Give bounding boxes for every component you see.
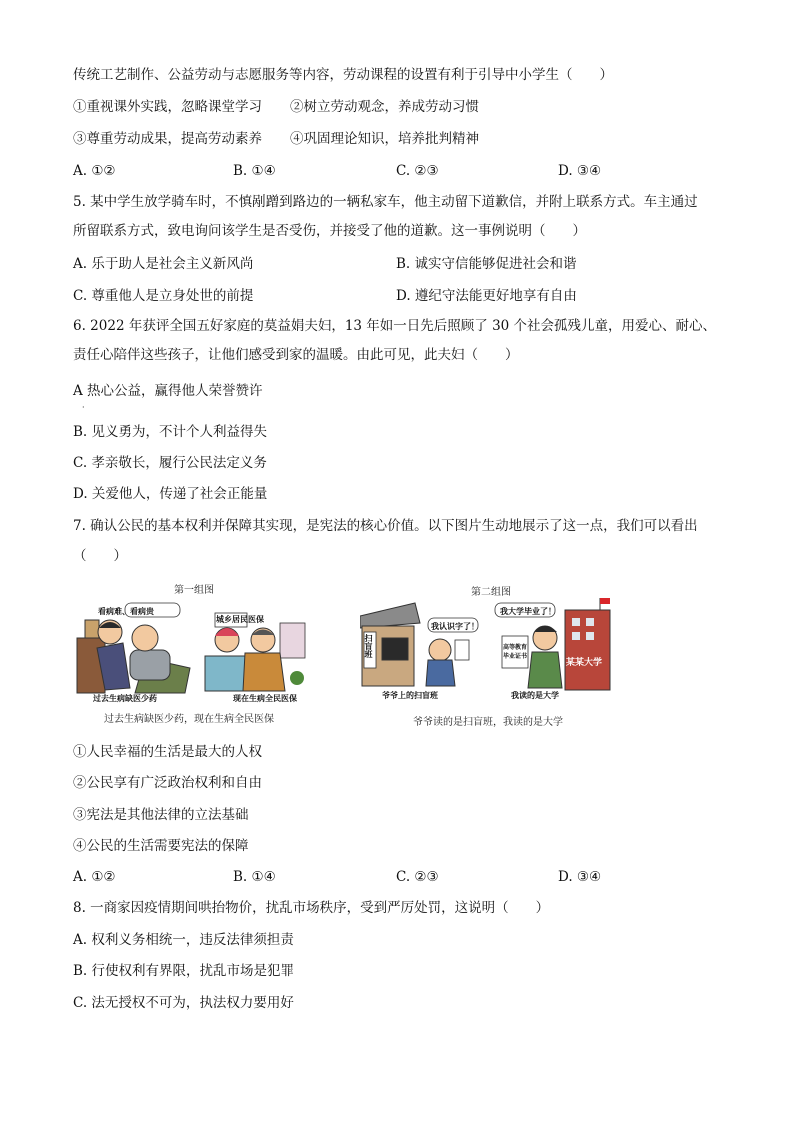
q4-option-c[interactable]: C. ②③: [396, 163, 439, 179]
q6-option-a[interactable]: A 热心公益，赢得他人荣誉赞许: [73, 383, 263, 399]
q4-stem: 传统工艺制作、公益劳动与志愿服务等内容，劳动课程的设置有利于引导中小学生（ ）: [73, 67, 613, 83]
group1-label2: 现在生病全民医保: [233, 693, 297, 703]
group2-label2: 我读的是大学: [511, 690, 559, 700]
q7-item-1: ①人民幸福的生活是最大的人权: [73, 744, 262, 760]
q8-stem: 8. 一商家因疫情期间哄抬物价，扰乱市场秩序，受到严厉处罚，这说明（ ）: [73, 900, 550, 916]
q4-item-3: ③尊重劳动成果，提高劳动素养: [73, 131, 262, 147]
q7-item-4: ④公民的生活需要宪法的保障: [73, 838, 249, 854]
group2-label1: 爷爷上的扫盲班: [382, 690, 438, 700]
q7-option-a[interactable]: A. ①②: [73, 869, 116, 885]
q4-option-d[interactable]: D. ③④: [558, 163, 602, 179]
q5-option-d[interactable]: D. 遵纪守法能更好地享有自由: [396, 288, 577, 304]
q5-option-b[interactable]: B. 诚实守信能够促进社会和谐: [396, 256, 577, 272]
q7-item-2: ②公民享有广泛政治权利和自由: [73, 775, 262, 791]
q7-stem-line2: （ ）: [73, 548, 127, 564]
group2-illustration: [360, 598, 615, 698]
q4-item-1: ①重视课外实践，忽略课堂学习: [73, 99, 262, 115]
q4-option-b[interactable]: B. ①④: [233, 163, 276, 179]
q8-option-a[interactable]: A. 权利义务相统一，违反法律须担责: [73, 932, 294, 948]
q4-option-a[interactable]: A. ①②: [73, 163, 116, 179]
q7-option-c[interactable]: C. ②③: [396, 869, 439, 885]
q6-option-d[interactable]: D. 关爱他人，传递了社会正能量: [73, 486, 268, 502]
q5-option-a[interactable]: A. 乐于助人是社会主义新风尚: [73, 256, 254, 272]
group1-bubble2: 城乡居民医保: [216, 614, 264, 624]
group2-caption: 爷爷读的是扫盲班，我读的是大学: [413, 717, 563, 728]
q5-stem-line2: 所留联系方式，致电询问该学生是否受伤，并接受了他的道歉。这一事例说明（ ）: [73, 223, 586, 239]
group2-sign: 扫盲班: [364, 634, 374, 658]
group1-caption: 过去生病缺医少药，现在生病全民医保: [104, 714, 274, 725]
group2-certificate: 高等教育毕业证书: [503, 644, 528, 660]
stray-dot: ·: [82, 403, 85, 412]
q8-option-c[interactable]: C. 法无授权不可为，执法权力要用好: [73, 995, 294, 1011]
q7-stem-line1: 7. 确认公民的基本权利并保障其实现，是宪法的核心价值。以下图片生动地展示了这一点，我们可以看出: [73, 518, 698, 534]
group1-bubble1: 看病难、看病贵: [98, 606, 154, 616]
q4-item-4: ④巩固理论知识，培养批判精神: [290, 131, 479, 147]
group1-label1: 过去生病缺医少药: [93, 693, 157, 703]
q7-option-b[interactable]: B. ①④: [233, 869, 276, 885]
q5-stem-line1: 5. 某中学生放学骑车时，不慎剐蹭到路边的一辆私家车，他主动留下道歉信，并附上联系方式。车主通过: [73, 194, 698, 210]
group1-title: 第一组图: [174, 585, 214, 596]
q4-item-2: ②树立劳动观念，养成劳动习惯: [290, 99, 479, 115]
q5-option-c[interactable]: C. 尊重他人是立身处世的前提: [73, 288, 254, 304]
q6-stem-line1: 6. 2022 年获评全国五好家庭的莫益娟夫妇，13 年如一日先后照顾了 30 个社会孤残儿童，用爱心、耐心、: [73, 318, 717, 334]
q6-option-b[interactable]: B. 见义勇为，不计个人利益得失: [73, 424, 268, 440]
group2-title: 第二组图: [471, 587, 511, 598]
q7-item-3: ③宪法是其他法律的立法基础: [73, 807, 249, 823]
q6-stem-line2: 责任心陪伴这些孩子，让他们感受到家的温暖。由此可见，此夫妇（ ）: [73, 347, 519, 363]
q6-option-c[interactable]: C. 孝亲敬长，履行公民法定义务: [73, 455, 267, 471]
group2-building-sign: 某某大学: [566, 658, 603, 668]
group2-bubble2: 我大学毕业了！: [500, 606, 556, 616]
q7-option-d[interactable]: D. ③④: [558, 869, 602, 885]
group2-bubble1: 我认识字了！: [431, 621, 479, 631]
q8-option-b[interactable]: B. 行使权利有界限，扰乱市场是犯罪: [73, 963, 295, 979]
